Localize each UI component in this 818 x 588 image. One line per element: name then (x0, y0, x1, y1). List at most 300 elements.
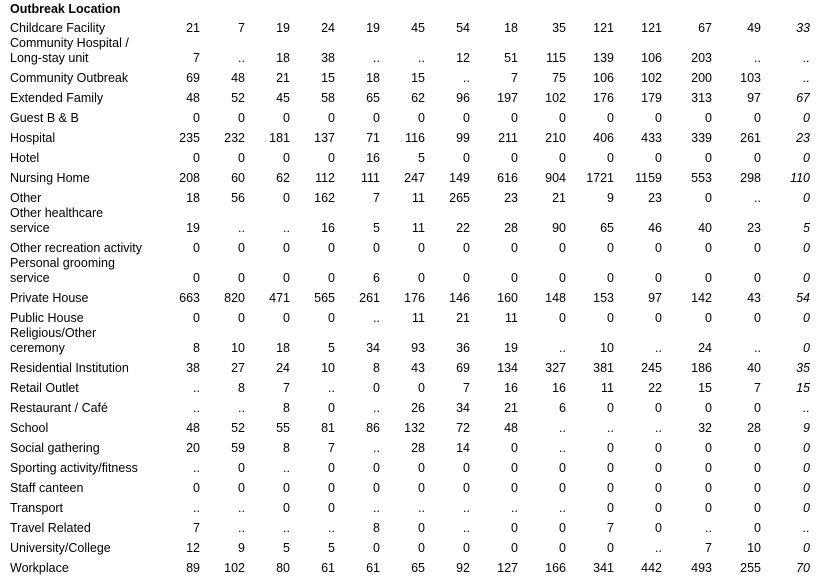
table-cell: 21 (186, 21, 200, 35)
table-cell: 27 (231, 361, 245, 375)
table-cell: 142 (691, 291, 712, 305)
table-cell: 0 (373, 541, 380, 555)
table-cell: 0 (511, 241, 518, 255)
table-cell: 0 (559, 271, 566, 285)
table-cell: 0 (803, 481, 810, 495)
table-cell: .. (559, 421, 566, 435)
table-cell: 0 (511, 541, 518, 555)
table-cell: 471 (269, 291, 290, 305)
table-cell: 261 (740, 131, 761, 145)
table-cell: 0 (328, 111, 335, 125)
table-cell: 43 (411, 361, 425, 375)
row-label (10, 36, 170, 66)
table-cell: 255 (740, 561, 761, 575)
table-cell: 6 (373, 271, 380, 285)
table-cell: 15 (796, 381, 810, 395)
table-cell: .. (803, 71, 810, 85)
table-cell: 11 (412, 311, 425, 325)
table-cell: 18 (504, 21, 518, 35)
table-cell: 0 (607, 111, 614, 125)
table-cell: 7 (193, 521, 200, 535)
table-cell: 8 (373, 361, 380, 375)
row-label (10, 441, 170, 456)
table-cell: 34 (366, 341, 380, 355)
table-cell: 0 (803, 311, 810, 325)
table-cell: .. (559, 501, 566, 515)
table-cell: 69 (456, 361, 470, 375)
table-cell: 32 (698, 421, 712, 435)
row-label-line: Social gathering (10, 441, 100, 455)
table-row (0, 308, 818, 328)
table-cell: 0 (463, 241, 470, 255)
table-cell: .. (463, 521, 470, 535)
table-cell: .. (373, 311, 380, 325)
table-cell: 70 (796, 561, 810, 575)
table-row (0, 558, 818, 578)
row-label (10, 421, 170, 436)
table-cell: 0 (803, 151, 810, 165)
table-cell: 197 (497, 91, 518, 105)
table-cell: 56 (231, 191, 245, 205)
table-cell: 0 (238, 311, 245, 325)
row-label-line: service (10, 271, 50, 285)
table-cell: 22 (456, 221, 470, 235)
table-cell: 36 (456, 341, 470, 355)
table-cell: 0 (655, 521, 662, 535)
table-cell: .. (238, 521, 245, 535)
table-cell: 18 (276, 341, 290, 355)
row-label-line: Sporting activity/fitness (10, 461, 138, 475)
row-label (10, 521, 170, 536)
row-label (10, 206, 170, 236)
table-cell: 0 (705, 441, 712, 455)
table-cell: 0 (705, 241, 712, 255)
table-cell: .. (373, 51, 380, 65)
table-cell: 0 (373, 481, 380, 495)
table-row (0, 288, 818, 308)
table-cell: 0 (803, 441, 810, 455)
table-cell: .. (559, 341, 566, 355)
table-cell: 24 (276, 361, 290, 375)
table-cell: 51 (504, 51, 518, 65)
table-cell: 96 (456, 91, 470, 105)
row-label (10, 381, 170, 396)
table-cell: 0 (607, 481, 614, 495)
table-cell: 45 (276, 91, 290, 105)
table-cell: .. (803, 401, 810, 415)
table-cell: 99 (456, 131, 470, 145)
table-cell: .. (238, 401, 245, 415)
table-cell: 160 (497, 291, 518, 305)
table-cell: 35 (552, 21, 566, 35)
table-cell: 0 (328, 461, 335, 475)
table-cell: 7 (705, 541, 712, 555)
table-cell: 0 (283, 191, 290, 205)
table-cell: 62 (411, 91, 425, 105)
table-cell: 132 (404, 421, 425, 435)
table-cell: 0 (328, 501, 335, 515)
table-cell: 0 (193, 481, 200, 495)
table-row (0, 258, 818, 288)
table-cell: 16 (552, 381, 566, 395)
table-cell: .. (511, 501, 518, 515)
table-cell: 442 (641, 561, 662, 575)
table-cell: 0 (511, 151, 518, 165)
table-cell: 19 (504, 341, 518, 355)
table-cell: 0 (803, 341, 810, 355)
table-cell: .. (193, 381, 200, 395)
table-cell: 75 (552, 71, 566, 85)
table-cell: 8 (238, 381, 245, 395)
table-cell: 5 (328, 541, 335, 555)
table-cell: 0 (705, 151, 712, 165)
table-cell: 181 (269, 131, 290, 145)
table-cell: 62 (276, 171, 290, 185)
table-cell: 7 (238, 21, 245, 35)
table-cell: 5 (328, 341, 335, 355)
table-cell: 261 (359, 291, 380, 305)
table-cell: .. (754, 191, 761, 205)
table-cell: 18 (276, 51, 290, 65)
table-cell: 1721 (586, 171, 614, 185)
table-cell: 232 (224, 131, 245, 145)
row-label-line: Other (10, 191, 42, 205)
table-cell: 54 (456, 21, 470, 35)
table-cell: 0 (559, 541, 566, 555)
table-row (0, 458, 818, 478)
table-cell: 0 (607, 151, 614, 165)
row-label (10, 21, 170, 36)
table-cell: .. (238, 501, 245, 515)
table-cell: 0 (238, 241, 245, 255)
table-cell: 0 (373, 461, 380, 475)
row-label-line: Religious/Other (10, 326, 97, 340)
table-cell: 0 (283, 111, 290, 125)
table-cell: 0 (193, 151, 200, 165)
row-label-line: Guest B & B (10, 111, 79, 125)
table-row (0, 208, 818, 238)
table-cell: 616 (497, 171, 518, 185)
table-cell: 339 (691, 131, 712, 145)
table-cell: 553 (691, 171, 712, 185)
table-cell: 11 (505, 311, 518, 325)
table-cell: 0 (238, 111, 245, 125)
row-label-line: Community Hospital / (10, 36, 129, 50)
table-cell: 52 (231, 421, 245, 435)
table-cell: 0 (418, 461, 425, 475)
table-cell: 80 (276, 561, 290, 575)
table-row (0, 398, 818, 418)
table-cell: 208 (179, 171, 200, 185)
table-cell: .. (193, 401, 200, 415)
table-cell: .. (193, 501, 200, 515)
table-cell: 0 (607, 311, 614, 325)
table-cell: 7 (193, 51, 200, 65)
table-cell: 45 (411, 21, 425, 35)
table-cell: 0 (193, 311, 200, 325)
table-cell: 10 (321, 361, 335, 375)
table-cell: .. (655, 541, 662, 555)
table-cell: 0 (193, 241, 200, 255)
table-cell: 0 (754, 461, 761, 475)
table-cell: .. (463, 71, 470, 85)
table-cell: 0 (559, 521, 566, 535)
table-cell: 0 (803, 111, 810, 125)
table-cell: 137 (314, 131, 335, 145)
table-cell: 90 (552, 221, 566, 235)
table-cell: 110 (790, 171, 810, 185)
table-cell: 0 (607, 271, 614, 285)
table-cell: 493 (691, 561, 712, 575)
row-label (10, 71, 170, 86)
table-row (0, 38, 818, 68)
row-label (10, 561, 170, 576)
table-row (0, 188, 818, 208)
table-cell: .. (803, 51, 810, 65)
table-cell: 0 (373, 241, 380, 255)
table-cell: 67 (796, 91, 810, 105)
table-cell: 24 (698, 341, 712, 355)
table-cell: 7 (283, 381, 290, 395)
table-cell: 21 (504, 401, 518, 415)
table-cell: 23 (796, 131, 810, 145)
table-row (0, 68, 818, 88)
table-cell: 5 (418, 151, 425, 165)
table-cell: 19 (366, 21, 380, 35)
table-row (0, 538, 818, 558)
row-label-line: Restaurant / Café (10, 401, 108, 415)
table-cell: 102 (545, 91, 566, 105)
table-cell: 15 (411, 71, 425, 85)
table-cell: 176 (593, 91, 614, 105)
table-cell: 43 (747, 291, 761, 305)
table-row (0, 18, 818, 38)
table-row (0, 128, 818, 148)
table-cell: 11 (412, 191, 425, 205)
table-cell: 69 (186, 71, 200, 85)
table-cell: .. (283, 221, 290, 235)
row-label (10, 541, 170, 556)
table-cell: .. (655, 341, 662, 355)
table-cell: 341 (593, 561, 614, 575)
table-cell: 210 (545, 131, 566, 145)
table-cell: 186 (691, 361, 712, 375)
table-cell: 0 (373, 381, 380, 395)
table-cell: 0 (559, 311, 566, 325)
table-cell: 16 (321, 221, 335, 235)
table-cell: 116 (405, 131, 425, 145)
table-cell: 0 (418, 541, 425, 555)
table-cell: 93 (411, 341, 425, 355)
table-cell: 0 (705, 271, 712, 285)
row-label (10, 326, 170, 356)
table-cell: .. (705, 521, 712, 535)
table-cell: .. (418, 51, 425, 65)
table-cell: 8 (373, 521, 380, 535)
table-cell: 18 (186, 191, 200, 205)
table-cell: 0 (607, 461, 614, 475)
table-cell: 565 (314, 291, 335, 305)
table-cell: 211 (498, 131, 518, 145)
table-cell: 12 (456, 51, 470, 65)
row-label (10, 91, 170, 106)
row-label-line: Retail Outlet (10, 381, 79, 395)
table-cell: 0 (283, 271, 290, 285)
table-cell: 9 (238, 541, 245, 555)
table-cell: 0 (463, 461, 470, 475)
table-cell: 0 (418, 111, 425, 125)
table-cell: 23 (504, 191, 518, 205)
table-cell: 0 (511, 521, 518, 535)
table-cell: 10 (747, 541, 761, 555)
table-cell: 0 (705, 401, 712, 415)
table-cell: 663 (179, 291, 200, 305)
table-cell: 1159 (635, 171, 662, 185)
table-cell: .. (607, 421, 614, 435)
row-label (10, 256, 170, 286)
table-cell: 97 (747, 91, 761, 105)
table-cell: 0 (328, 311, 335, 325)
table-cell: 139 (593, 51, 614, 65)
row-label-line: School (10, 421, 49, 435)
row-label-line: Travel Related (10, 521, 91, 535)
table-cell: 0 (418, 271, 425, 285)
table-cell: 0 (238, 151, 245, 165)
row-label (10, 241, 170, 256)
table-cell: 72 (456, 421, 470, 435)
row-label (10, 361, 170, 376)
table-row (0, 148, 818, 168)
table-cell: 21 (276, 71, 290, 85)
row-label (10, 171, 170, 186)
table-cell: .. (193, 461, 200, 475)
table-cell: 0 (328, 241, 335, 255)
table-cell: 5 (803, 221, 810, 235)
row-label (10, 401, 170, 416)
table-cell: 40 (698, 221, 712, 235)
table-cell: 7 (607, 521, 614, 535)
table-cell: 0 (655, 441, 662, 455)
table-row (0, 358, 818, 378)
table-cell: 265 (449, 191, 470, 205)
table-cell: 48 (504, 421, 518, 435)
table-cell: .. (754, 51, 761, 65)
table-cell: 153 (593, 291, 614, 305)
table-row (0, 108, 818, 128)
table-cell: 904 (545, 171, 566, 185)
table-cell: 52 (231, 91, 245, 105)
table-cell: 24 (321, 21, 335, 35)
table-cell: 433 (641, 131, 662, 145)
table-cell: 22 (648, 381, 662, 395)
table-cell: 179 (641, 91, 662, 105)
table-cell: .. (803, 521, 810, 535)
row-label-line: Workplace (10, 561, 69, 575)
table-cell: 0 (463, 541, 470, 555)
table-cell: 106 (593, 71, 614, 85)
row-label (10, 191, 170, 206)
row-label-line: Transport (10, 501, 64, 515)
table-cell: 111 (360, 171, 380, 185)
table-cell: 5 (373, 221, 380, 235)
table-cell: .. (559, 441, 566, 455)
table-cell: 0 (463, 111, 470, 125)
table-cell: 89 (186, 561, 200, 575)
table-cell: 48 (231, 71, 245, 85)
row-label-line: ceremony (10, 341, 65, 355)
table-cell: 0 (283, 241, 290, 255)
table-cell: .. (373, 401, 380, 415)
table-cell: 0 (754, 521, 761, 535)
table-cell: 48 (186, 421, 200, 435)
table-cell: 40 (747, 361, 761, 375)
row-label (10, 291, 170, 306)
table-cell: 67 (698, 21, 712, 35)
table-cell: 0 (511, 111, 518, 125)
table-cell: 0 (193, 271, 200, 285)
table-cell: 21 (456, 311, 470, 325)
table-cell: 313 (691, 91, 712, 105)
table-cell: 21 (552, 191, 566, 205)
table-cell: 86 (366, 421, 380, 435)
table-cell: 71 (366, 131, 380, 145)
table-cell: 0 (754, 501, 761, 515)
table-cell: 65 (366, 91, 380, 105)
table-cell: 0 (511, 441, 518, 455)
table-cell: 0 (283, 501, 290, 515)
table-cell: 166 (545, 561, 566, 575)
row-label (10, 311, 170, 326)
row-label-line: Hotel (10, 151, 40, 165)
table-cell: 10 (231, 341, 245, 355)
row-label-line: Extended Family (10, 91, 104, 105)
table-cell: 247 (404, 171, 425, 185)
row-label-line: University/College (10, 541, 111, 555)
table-cell: 245 (641, 361, 662, 375)
table-cell: 61 (366, 561, 380, 575)
table-cell: 0 (655, 151, 662, 165)
table-cell: 34 (456, 401, 470, 415)
table-cell: 820 (224, 291, 245, 305)
table-cell: 203 (691, 51, 712, 65)
table-cell: 102 (641, 71, 662, 85)
table-cell: 18 (366, 71, 380, 85)
table-cell: 134 (497, 361, 518, 375)
table-cell: 0 (283, 151, 290, 165)
table-cell: 0 (418, 241, 425, 255)
table-cell: 0 (328, 151, 335, 165)
table-cell: 28 (411, 441, 425, 455)
table-cell: 0 (705, 311, 712, 325)
table-cell: 11 (601, 381, 614, 395)
row-label-line: Nursing Home (10, 171, 90, 185)
table-cell: 16 (504, 381, 518, 395)
table-cell: 19 (186, 221, 200, 235)
table-cell: 0 (754, 481, 761, 495)
table-cell: 48 (186, 91, 200, 105)
table-cell: 38 (321, 51, 335, 65)
outbreak-table (0, 18, 818, 578)
table-cell: 0 (559, 241, 566, 255)
table-cell: 106 (641, 51, 662, 65)
table-cell: 0 (559, 151, 566, 165)
table-cell: .. (238, 221, 245, 235)
table-cell: 33 (796, 21, 810, 35)
table-row (0, 238, 818, 258)
table-cell: 0 (655, 271, 662, 285)
table-cell: 15 (698, 381, 712, 395)
table-cell: 0 (607, 441, 614, 455)
